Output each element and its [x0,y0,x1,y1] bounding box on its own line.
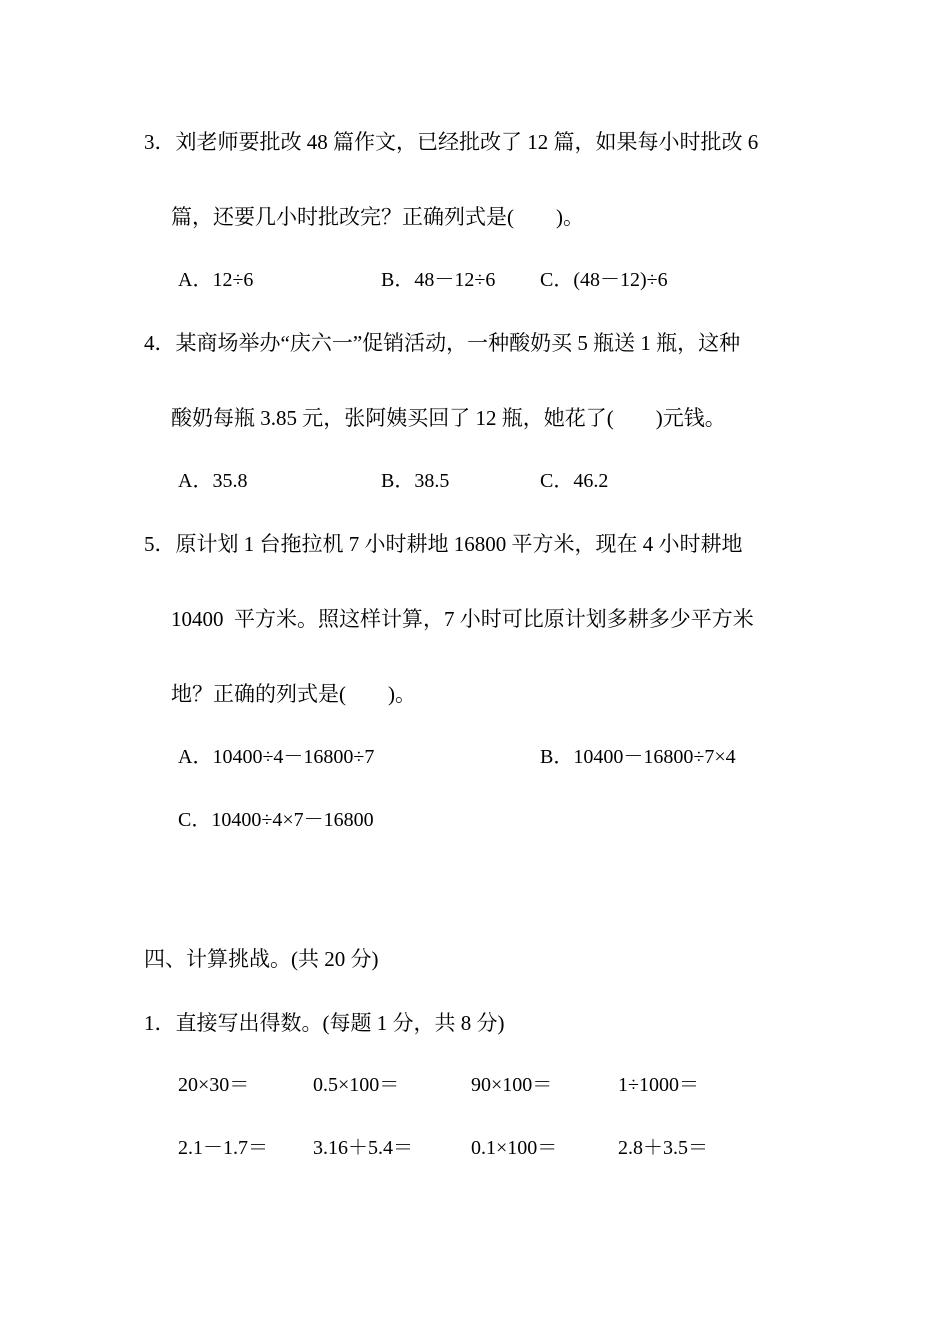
section-subtitle: 1．直接写出得数。(每题 1 分，共 8 分) [144,1011,505,1035]
question-5-line-2: 10400 平方米。照这样计算，7 小时可比原计划多耕多少平方米 [171,607,754,631]
question-3-line-1: 3．刘老师要批改 48 篇作文，已经批改了 12 篇，如果每小时批改 6 [144,130,759,154]
calc-item: 2.1－1.7＝ [178,1137,268,1159]
question-3-line-2: 篇，还要几小时批改完？正确列式是( )。 [171,205,584,229]
calc-item: 20×30＝ [178,1074,250,1096]
question-5-line-3: 地？正确的列式是( )。 [171,682,416,706]
question-3-option-b: B．48－12÷6 [381,269,496,291]
question-4-line-2: 酸奶每瓶 3.85 元，张阿姨买回了 12 瓶，她花了( )元钱。 [171,406,726,430]
calc-item: 2.8＋3.5＝ [618,1137,708,1159]
question-5-line-1: 5．原计划 1 台拖拉机 7 小时耕地 16800 平方米，现在 4 小时耕地 [144,532,743,556]
calc-item: 3.16＋5.4＝ [313,1137,413,1159]
calc-item: 0.1×100＝ [471,1137,558,1159]
question-4-option-b: B．38.5 [381,470,450,492]
calc-item: 1÷1000＝ [618,1074,699,1096]
question-4-option-a: A．35.8 [178,470,248,492]
question-4-option-c: C．46.2 [540,470,609,492]
question-5-option-b: B．10400－16800÷7×4 [540,746,736,768]
question-5-option-c: C．10400÷4×7－16800 [178,809,374,831]
question-5-option-a: A．10400÷4－16800÷7 [178,746,375,768]
question-3-option-a: A．12÷6 [178,269,254,291]
question-3-option-c: C．(48－12)÷6 [540,269,668,291]
calc-item: 0.5×100＝ [313,1074,400,1096]
question-4-line-1: 4．某商场举办“庆六一”促销活动，一种酸奶买 5 瓶送 1 瓶，这种 [144,331,741,355]
section-title: 四、计算挑战。(共 20 分) [144,947,379,971]
calc-item: 90×100＝ [471,1074,553,1096]
